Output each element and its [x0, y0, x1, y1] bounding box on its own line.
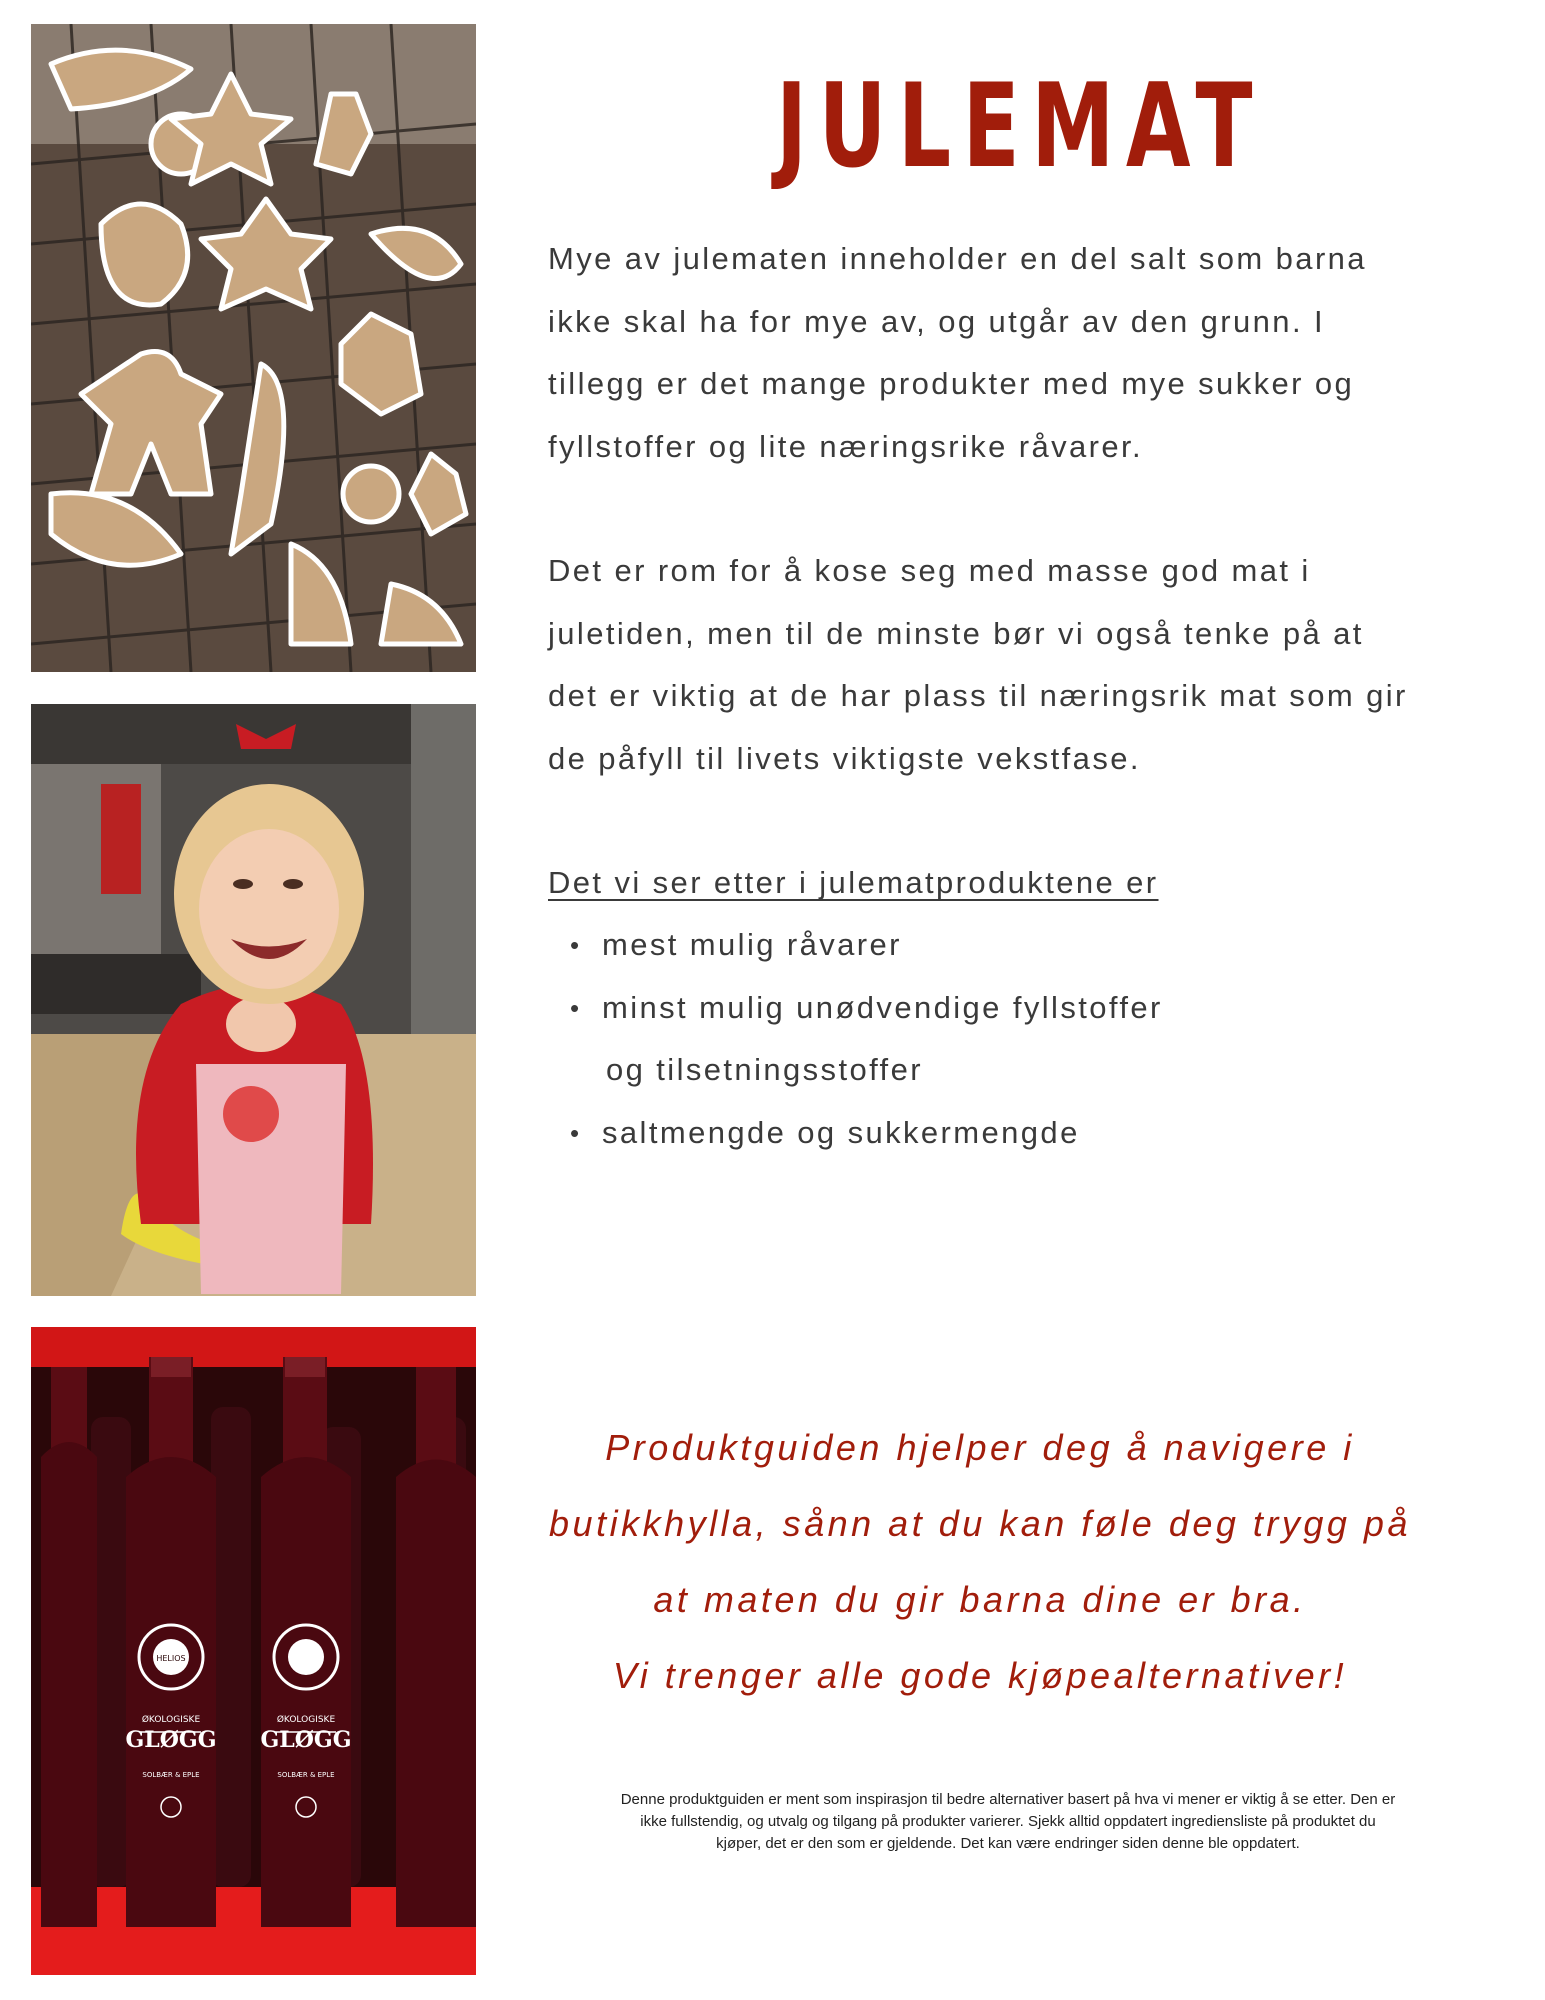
list-item [566, 977, 1466, 1102]
bullet-icon: • [570, 992, 582, 1023]
tagline [520, 1410, 1440, 1714]
svg-text:SOLBÆR & EPLE: SOLBÆR & EPLE [277, 1771, 335, 1779]
paragraph-line: juletiden, men til de minste bør vi også tenke på at [548, 615, 1364, 651]
photo-gingerbread-cookies [31, 24, 476, 672]
list-item-text: minst mulig unødvendige fyllstoffer [602, 989, 1163, 1025]
photo-girl-in-kitchen [31, 704, 476, 1296]
page-title: JULEMAT [775, 59, 1265, 194]
list-item-text-continued: og tilsetningsstoffer [606, 1052, 923, 1087]
bottle-flavour-label: SOLBÆR & EPLE [142, 1771, 200, 1779]
disclaimer [548, 1789, 1468, 1855]
list-item [566, 914, 1466, 977]
checklist [566, 914, 1466, 1164]
tagline-line: at maten du gir barna dine er bra. [653, 1579, 1307, 1620]
tagline-line: Produktguiden hjelper deg å navigere i [605, 1427, 1355, 1468]
paragraph-line: ikke skal ha for mye av, og utgår av den grunn. I [548, 303, 1325, 339]
bullet-icon: • [570, 1117, 582, 1148]
checklist-heading: Det vi ser etter i julematproduktene er [548, 865, 1159, 900]
intro-paragraph-1 [548, 228, 1478, 478]
list-item [566, 1102, 1466, 1165]
paragraph-line: Mye av julematen inneholder en del salt som barna [548, 241, 1367, 276]
list-item-text: mest mulig råvarer [602, 927, 902, 962]
paragraph-line: det er viktig at de har plass til næringsrik mat som gir [548, 678, 1408, 713]
paragraph-line: fyllstoffer og lite næringsrike råvarer. [548, 428, 1144, 464]
paragraph-line: de påfyll til livets viktigste vekstfase. [548, 740, 1141, 776]
list-item-text: saltmengde og sukkermengde [602, 1114, 1080, 1150]
intro-paragraph-2 [548, 540, 1478, 790]
bottle-brand-label: HELIOS [156, 1654, 186, 1663]
svg-text:ØKOLOGISKE: ØKOLOGISKE [276, 1715, 336, 1725]
disclaimer-line: kjøper, det er den som er gjeldende. Det kan være endringer siden denne ble oppdatert. [716, 1835, 1300, 1852]
tagline-line: Vi trenger alle gode kjøpealternativer! [612, 1655, 1348, 1696]
disclaimer-line: ikke fullstendig, og utvalg og tilgang på produkter varierer. Sjekk alltid oppdatert ingrediensliste på produktet du [640, 1813, 1376, 1830]
paragraph-line: tillegg er det mange produkter med mye sukker og [548, 366, 1355, 401]
disclaimer-line: Denne produktguiden er ment som inspirasjon til bedre alternativer basert på hva vi mener er viktig å se etter. Den er [620, 1791, 1396, 1808]
photo-glogg-bottles [31, 1327, 476, 1975]
svg-text:GLØGG: GLØGG [260, 1727, 352, 1753]
bottle-product-label: GLØGG [125, 1727, 217, 1753]
bottle-kind-label: ØKOLOGISKE [141, 1715, 201, 1725]
paragraph-line: Det er rom for å kose seg med masse god mat i [548, 553, 1311, 588]
bullet-icon: • [570, 930, 582, 960]
tagline-line: butikkhylla, sånn at du kan føle deg trygg på [549, 1503, 1411, 1544]
